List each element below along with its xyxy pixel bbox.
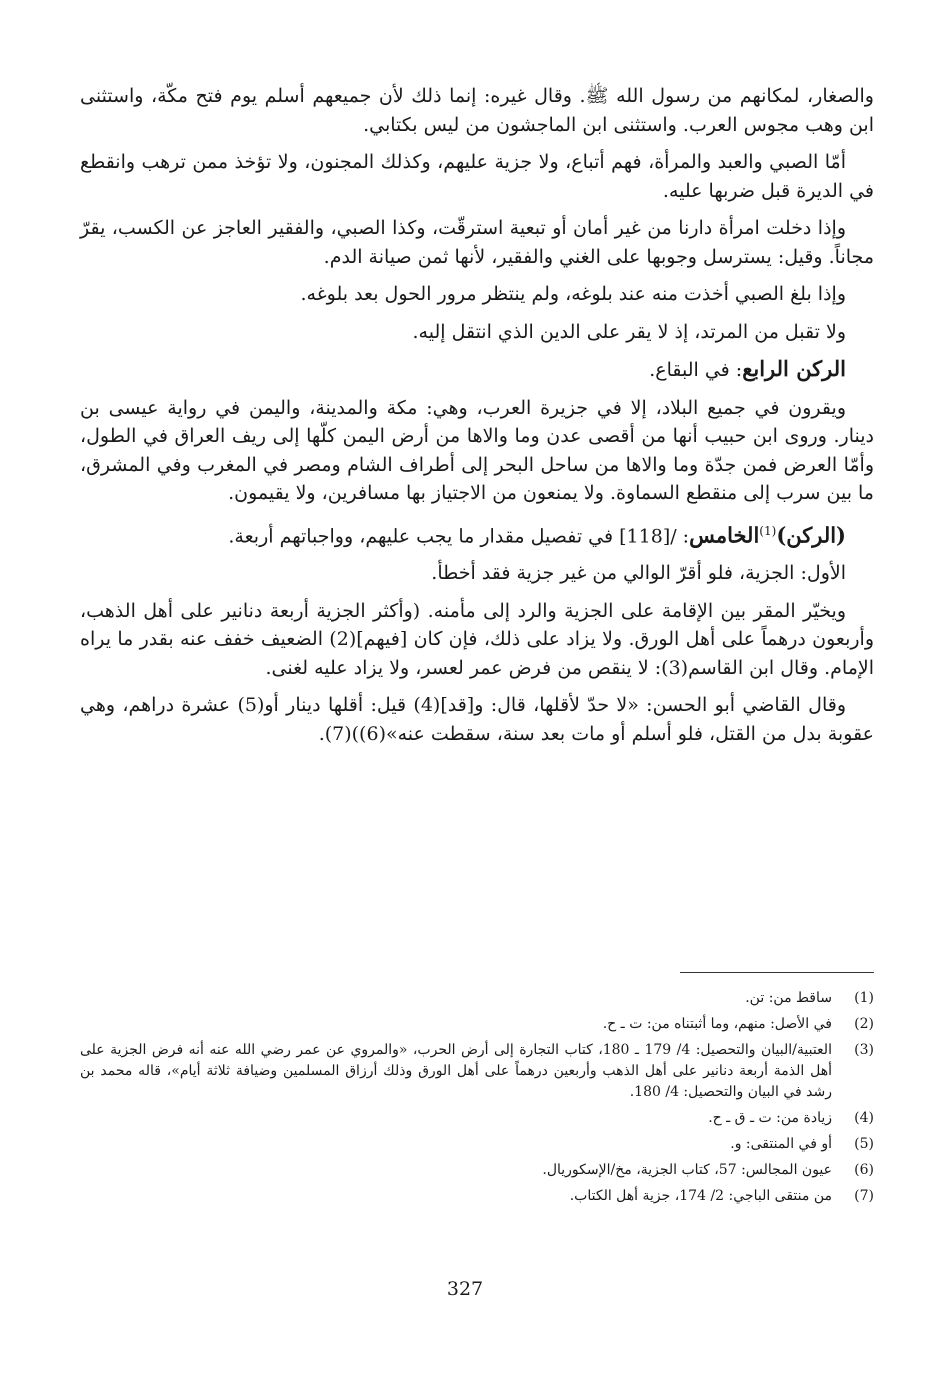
footnote-number: (2) <box>854 1016 874 1032</box>
section-heading-fourth-pillar <box>80 355 874 385</box>
footnote <box>80 1186 874 1207</box>
page-number: 327 <box>446 1278 484 1300</box>
section-heading-fifth-pillar <box>80 517 874 551</box>
footnote-number: (5) <box>854 1136 874 1152</box>
footnotes <box>80 988 874 1212</box>
paragraph: ولا تقبل من المرتد، إذ لا يقر على الدين الذي انتقل إليه. <box>412 320 846 343</box>
footnote <box>80 1160 874 1181</box>
footnote <box>80 1108 874 1129</box>
paragraph: وإذا دخلت امرأة دارنا من غير أمان أو تبعية استرقّت، وكذا الصبي، والفقير العاجز عن الكسب، يقرّ مجاناً. وقيل: يسترسل وجوبها على الغني والفقير، لأنها ثمن صيانة الدم. <box>80 217 874 268</box>
paragraph: وقال القاضي أبو الحسن: «لا حدّ لأقلها، قال: و[قد](4) قيل: أقلها دينار أو(5) عشرة دراهم، وهي عقوبة بدل من القتل، فلو أسلم أو مات بعد سنة، سقطت عنه»(6))(7). <box>80 694 874 745</box>
heading-title: الركن الرابع <box>742 356 846 381</box>
footnote-ref: (1) <box>759 523 777 538</box>
footnote-number: (1) <box>854 990 874 1006</box>
footnote <box>80 988 874 1009</box>
footnote-text: ساقط من: تن. <box>745 990 832 1006</box>
main-text <box>80 82 874 757</box>
footnote-number: (3) <box>854 1042 874 1058</box>
footnote-text: العتبية/البيان والتحصيل: 4/ 179 ـ 180، كتاب التجارة إلى أرض الحرب، «والمروي عن عمر رضي الله عنه أنه فرض الجزية على أهل الذمة أربعة دنانير على أهل الذهب وأربعين درهماً على أهل الورق وذلك أرزاق المسلمين وضيافة ثلاثة أيام»، قاله محمد بن رشد في البيان والتحصيل: 4/ 180. <box>80 1042 832 1100</box>
footnote-text: في الأصل: منهم، وما أثبتناه من: ت ـ ح. <box>602 1016 832 1032</box>
footnote-text: زيادة من: ت ـ ق ـ ح. <box>708 1110 832 1126</box>
heading-rest: : /[118] في تفصيل مقدار ما يجب عليهم، وواجباتهم أربعة. <box>228 524 690 547</box>
footnote-text: من منتقى الباجي: 2/ 174، جزية أهل الكتاب. <box>569 1188 832 1204</box>
footnote-number: (4) <box>854 1110 874 1126</box>
footnote-text: عيون المجالس: 57، كتاب الجزية، مخ/الإسكوريال. <box>542 1162 832 1178</box>
paragraph: ويقرون في جميع البلاد، إلا في جزيرة العرب، وهي: مكة والمدينة، واليمن في رواية عيسى بن دينار. وروى ابن حبيب أنها من أقصى عدن وما والاها من أرض اليمن كلّها إلى ريف العراق في الطول، وأمّا العرض فمن جدّة وما والاها من ساحل البحر إلى أطراف الشام ومصر في المغرب وفي المشرق، ما بين سرب إلى منقطع السماوة. ولا يمنعون من الاجتياز بها مسافرين، ولا يقيمون. <box>80 396 874 504</box>
footnote <box>80 1040 874 1103</box>
footnote <box>80 1014 874 1035</box>
footnote-number: (6) <box>854 1162 874 1178</box>
paragraph: أمّا الصبي والعبد والمرأة، فهم أتباع، ولا جزية عليهم، وكذلك المجنون، ولا تؤخذ ممن ترهب وانقطع في الديرة قبل ضربها عليه. <box>80 151 874 202</box>
footnote <box>80 1134 874 1155</box>
footnote-number: (7) <box>854 1188 874 1204</box>
paragraph: والصغار، لمكانهم من رسول الله ﷺ. وقال غيره: إنما ذلك لأن جميعهم أسلم يوم فتح مكّة، واستثنى ابن وهب مجوس العرب. واستثنى ابن الماجشون من ليس بكتابي. <box>80 85 874 136</box>
paragraph: الأول: الجزية، فلو أقرّ الوالي من غير جزية فقد أخطأ. <box>431 562 846 585</box>
heading-title-part: الخامس <box>689 521 760 547</box>
paragraph: ويخيّر المقر بين الإقامة على الجزية والرد إلى مأمنه. (وأكثر الجزية أربعة دنانير على أهل الذهب، وأربعون درهماً على أهل الورق. ولا يزاد على ذلك، فإن كان [فيهم](2) الضعيف خفف عنه بقدر ما يراه الإمام. وقال ابن القاسم(3): لا ينقص من فرض عمر لعسر، ولا يزاد عليه لغنى. <box>80 599 874 679</box>
footnote-text: أو في المنتقى: و. <box>730 1136 832 1152</box>
footnote-separator <box>680 972 874 973</box>
heading-rest: : في البقاع. <box>649 359 743 381</box>
paragraph: وإذا بلغ الصبي أخذت منه عند بلوغه، ولم ينتظر مرور الحول بعد بلوغه. <box>300 283 846 305</box>
heading-title-part: (الركن) <box>776 521 846 547</box>
